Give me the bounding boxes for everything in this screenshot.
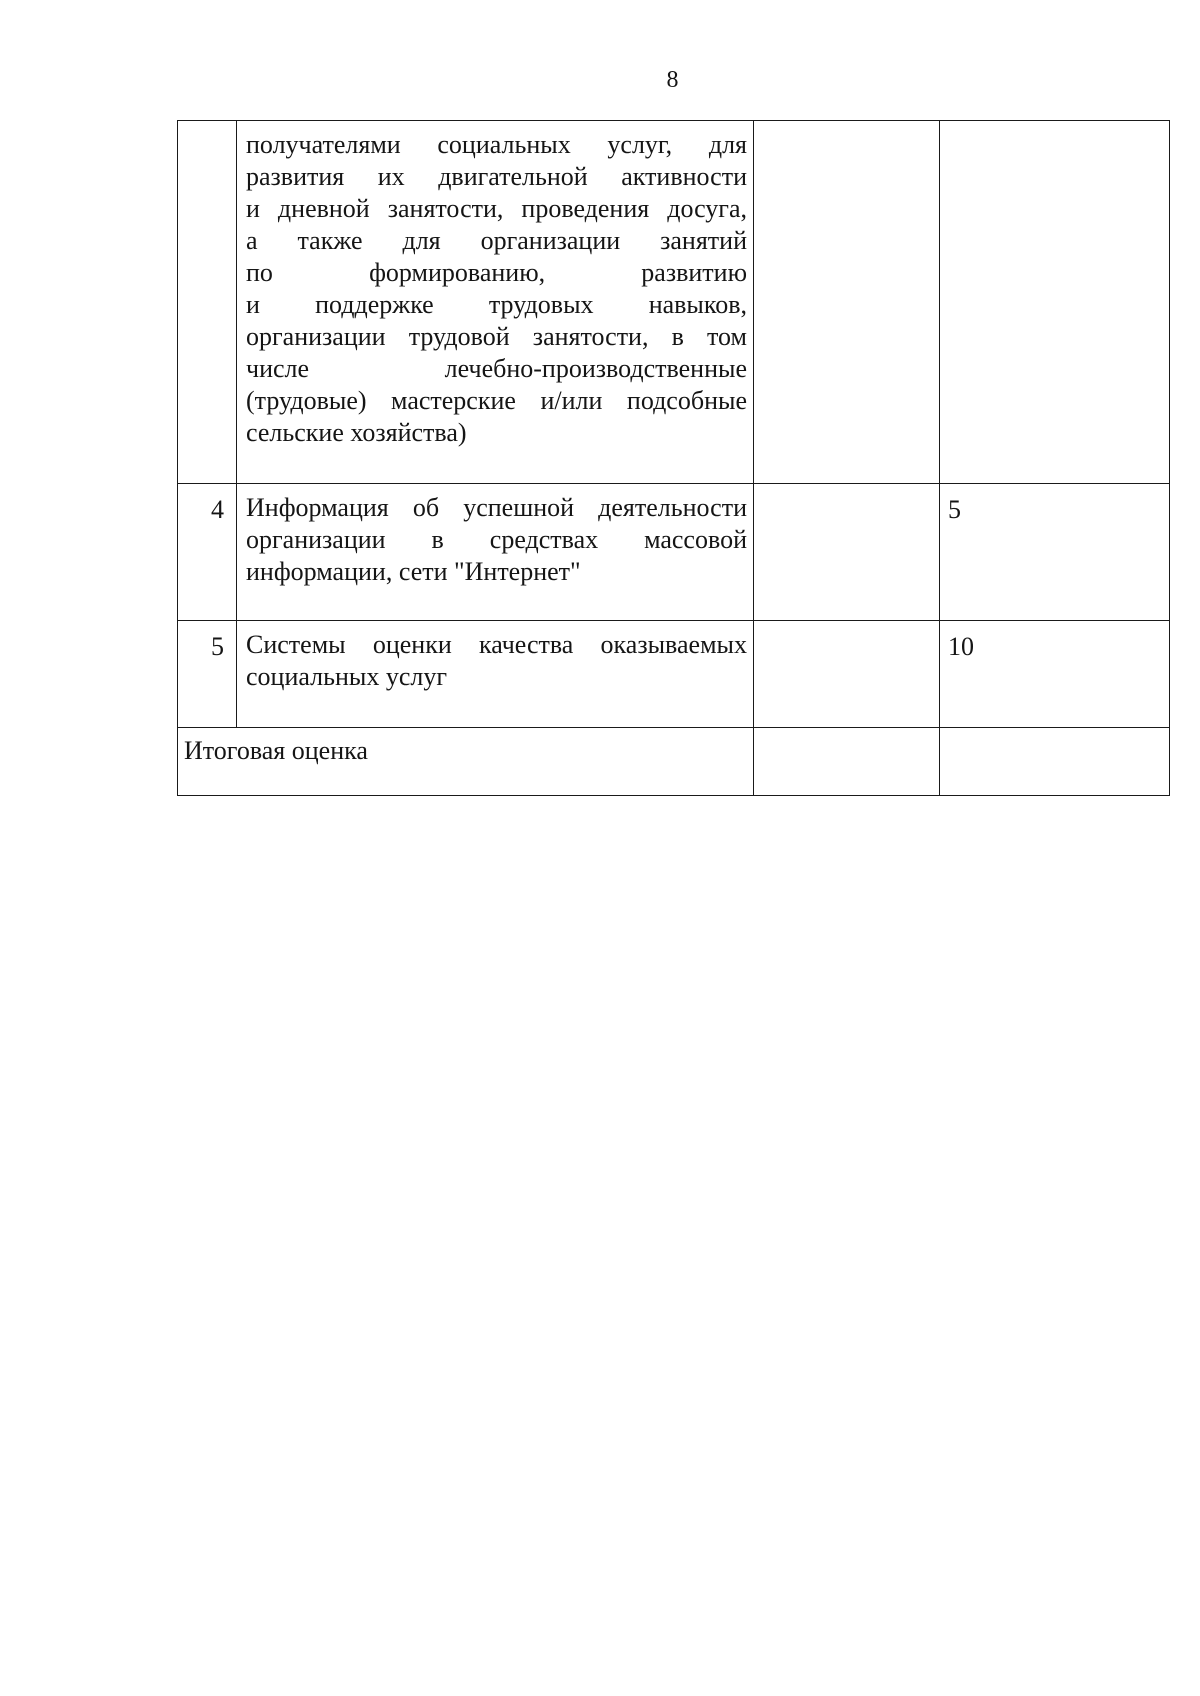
criterion-text-cell	[237, 621, 754, 728]
criterion-text-line: (трудовые) мастерские и/или подсобные	[246, 386, 747, 415]
row-number-cell: 4	[178, 484, 237, 621]
criterion-text-line: социальных услуг	[246, 662, 448, 691]
table-row	[178, 484, 1170, 621]
criterion-text-line: Системы оценки качества оказываемых	[246, 630, 747, 659]
criterion-text-line: а также для организации занятий	[246, 226, 747, 255]
table-row	[178, 621, 1170, 728]
total-max-score-cell	[940, 728, 1170, 796]
criterion-text-line: развития их двигательной активности	[246, 162, 747, 191]
criterion-text-line: числе лечебно-производственные	[246, 354, 747, 383]
max-score-cell: 5	[940, 484, 1170, 621]
value-cell	[754, 484, 940, 621]
total-row	[178, 728, 1170, 796]
criterion-text-line: Информация об успешной деятельности	[246, 493, 747, 522]
row-number-cell: 5	[178, 621, 237, 728]
table-row-continued	[178, 121, 1170, 484]
value-cell	[754, 621, 940, 728]
criterion-text-line: сельские хозяйства)	[246, 418, 467, 447]
criterion-text-cell	[237, 484, 754, 621]
value-cell	[754, 121, 940, 484]
criterion-text-line: и дневной занятости, проведения досуга,	[246, 194, 747, 223]
total-label-cell: Итоговая оценка	[178, 728, 754, 796]
criterion-text-line: организации в средствах массовой	[246, 525, 747, 554]
criterion-text-line: и поддержке трудовых навыков,	[246, 290, 747, 319]
criteria-table	[177, 120, 1170, 796]
criterion-text-cell	[237, 121, 754, 484]
max-score-cell	[940, 121, 1170, 484]
max-score-cell: 10	[940, 621, 1170, 728]
criterion-text-line: информации, сети "Интернет"	[246, 557, 581, 586]
page-number: 8	[666, 67, 679, 93]
total-value-cell	[754, 728, 940, 796]
criterion-text-line: организации трудовой занятости, в том	[246, 322, 747, 351]
criterion-text-line: получателями социальных услуг, для	[246, 130, 747, 159]
criterion-text-line: по формированию, развитию	[246, 258, 747, 287]
row-number-cell	[178, 121, 237, 484]
